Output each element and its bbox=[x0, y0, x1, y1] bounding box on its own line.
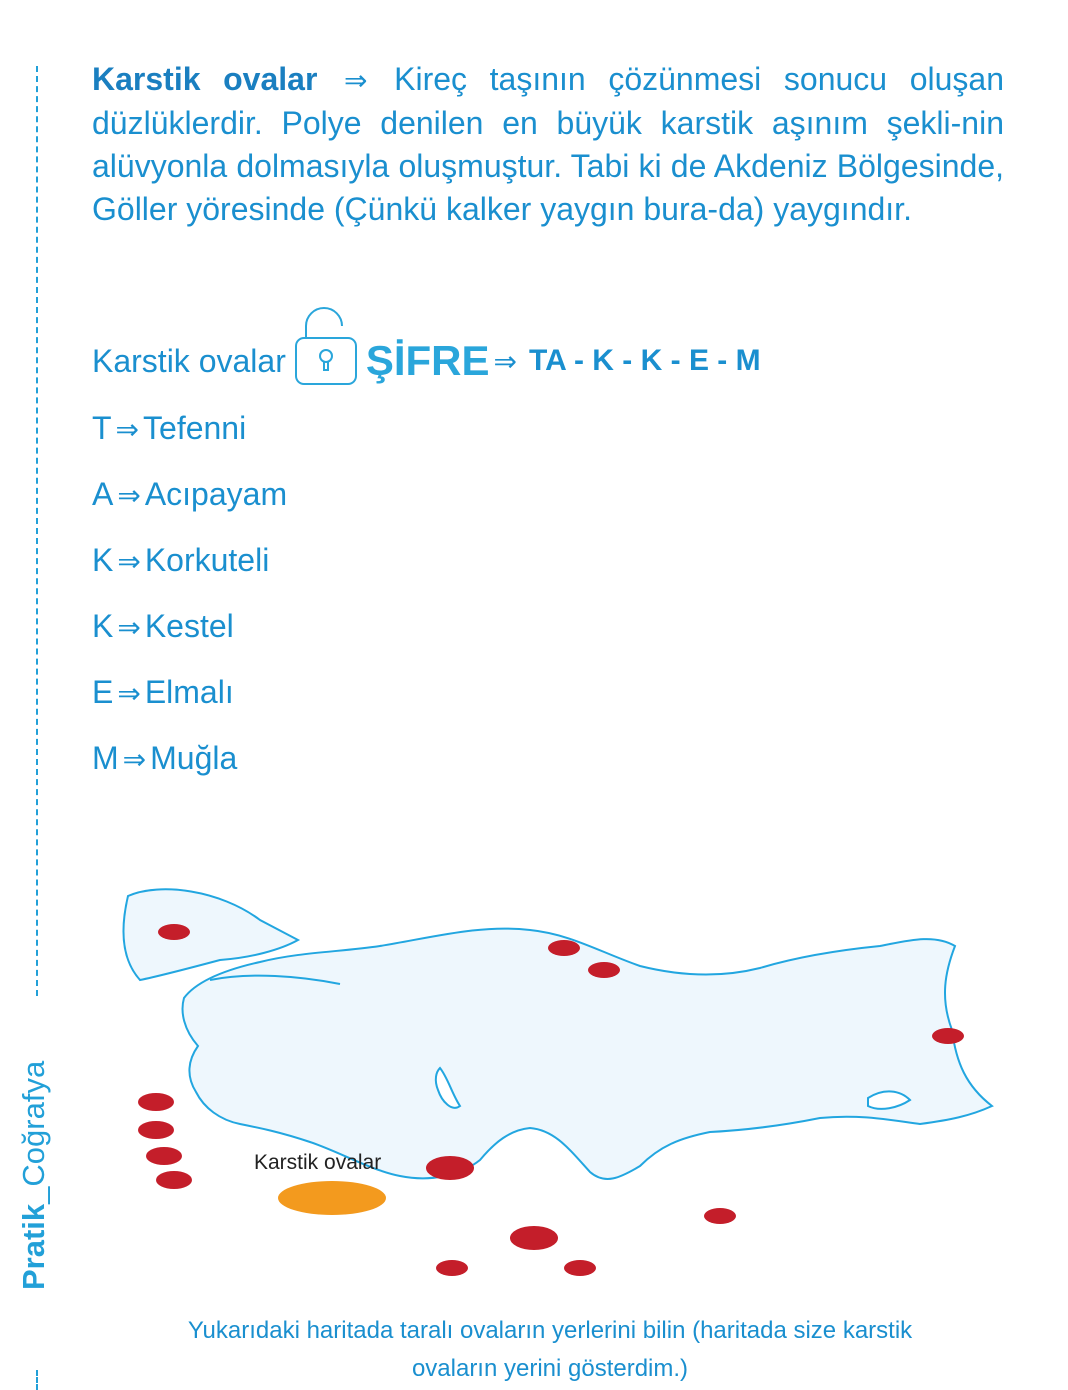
padlock-icon bbox=[294, 304, 358, 388]
arrow-icon: ⇒ bbox=[493, 344, 517, 378]
arrow-icon: ⇒ bbox=[117, 479, 141, 512]
arrow-icon: ⇒ bbox=[122, 743, 147, 776]
karst-label: Karstik ovalar bbox=[254, 1151, 382, 1174]
brand-label: Pratik_Coğrafya bbox=[16, 1060, 51, 1290]
sifre-word: ŞİFRE bbox=[365, 337, 490, 384]
mnemonic-item: K ⇒ Korkuteli bbox=[92, 542, 270, 578]
turkey-map bbox=[100, 880, 1000, 1300]
plain-marker bbox=[426, 1156, 474, 1180]
plain-marker bbox=[932, 1028, 964, 1044]
plain-marker bbox=[138, 1093, 174, 1111]
mnemonic-item: M ⇒ Muğla bbox=[92, 740, 238, 776]
plain-marker bbox=[156, 1171, 192, 1189]
arrow-icon: ⇒ bbox=[115, 413, 140, 446]
arrow-icon: ⇒ bbox=[117, 611, 141, 644]
arrow-icon: ⇒ bbox=[117, 677, 141, 710]
side-dashed-line-bottom bbox=[36, 1370, 38, 1390]
plain-marker bbox=[510, 1226, 558, 1250]
anatolia-outline bbox=[183, 929, 992, 1179]
mnemonic-header bbox=[92, 336, 761, 386]
plain-marker bbox=[588, 962, 620, 978]
plain-marker bbox=[704, 1208, 736, 1224]
side-dashed-line bbox=[36, 66, 38, 996]
caption-line-2: ovaların yerini gösterdim.) bbox=[411, 1355, 689, 1382]
plain-marker bbox=[146, 1147, 182, 1165]
mnemonic-item: E ⇒ Elmalı bbox=[92, 674, 234, 710]
arrow-icon: ⇒ bbox=[344, 64, 368, 97]
plain-marker bbox=[548, 940, 580, 956]
karst-plain-marker bbox=[278, 1181, 386, 1215]
map-caption bbox=[100, 1312, 1000, 1388]
mnemonic-code: TA - K - K - E - M bbox=[529, 344, 761, 377]
intro-paragraph bbox=[92, 58, 1004, 231]
mnemonic-item: T ⇒ Tefenni bbox=[92, 410, 247, 446]
plain-marker bbox=[138, 1121, 174, 1139]
plain-marker bbox=[158, 924, 190, 940]
plain-marker bbox=[436, 1260, 468, 1276]
intro-term: Karstik ovalar bbox=[92, 61, 318, 97]
plain-marker bbox=[564, 1260, 596, 1276]
arrow-icon: ⇒ bbox=[117, 545, 141, 578]
caption-line-1: Yukarıdaki haritada taralı ovaların yerlerini bilin (haritada size karstik bbox=[187, 1317, 913, 1344]
intro-text: Kireç taşının çözünmesi sonucu oluşan düzlüklerdir. Polye denilen en büyük karstik aşınım şekli-nin alüvyonla dolmasıyla oluşmuştur. Tabi ki de Akdeniz Bölgesinde, Göller yöresinde (Çünkü kalker yaygın bura-da) yaygındır. bbox=[92, 61, 1005, 227]
mnemonic-label: Karstik ovalar bbox=[92, 342, 286, 379]
mnemonic-item: K ⇒ Kestel bbox=[92, 608, 234, 644]
mnemonic-item: A ⇒ Acıpayam bbox=[92, 476, 288, 512]
